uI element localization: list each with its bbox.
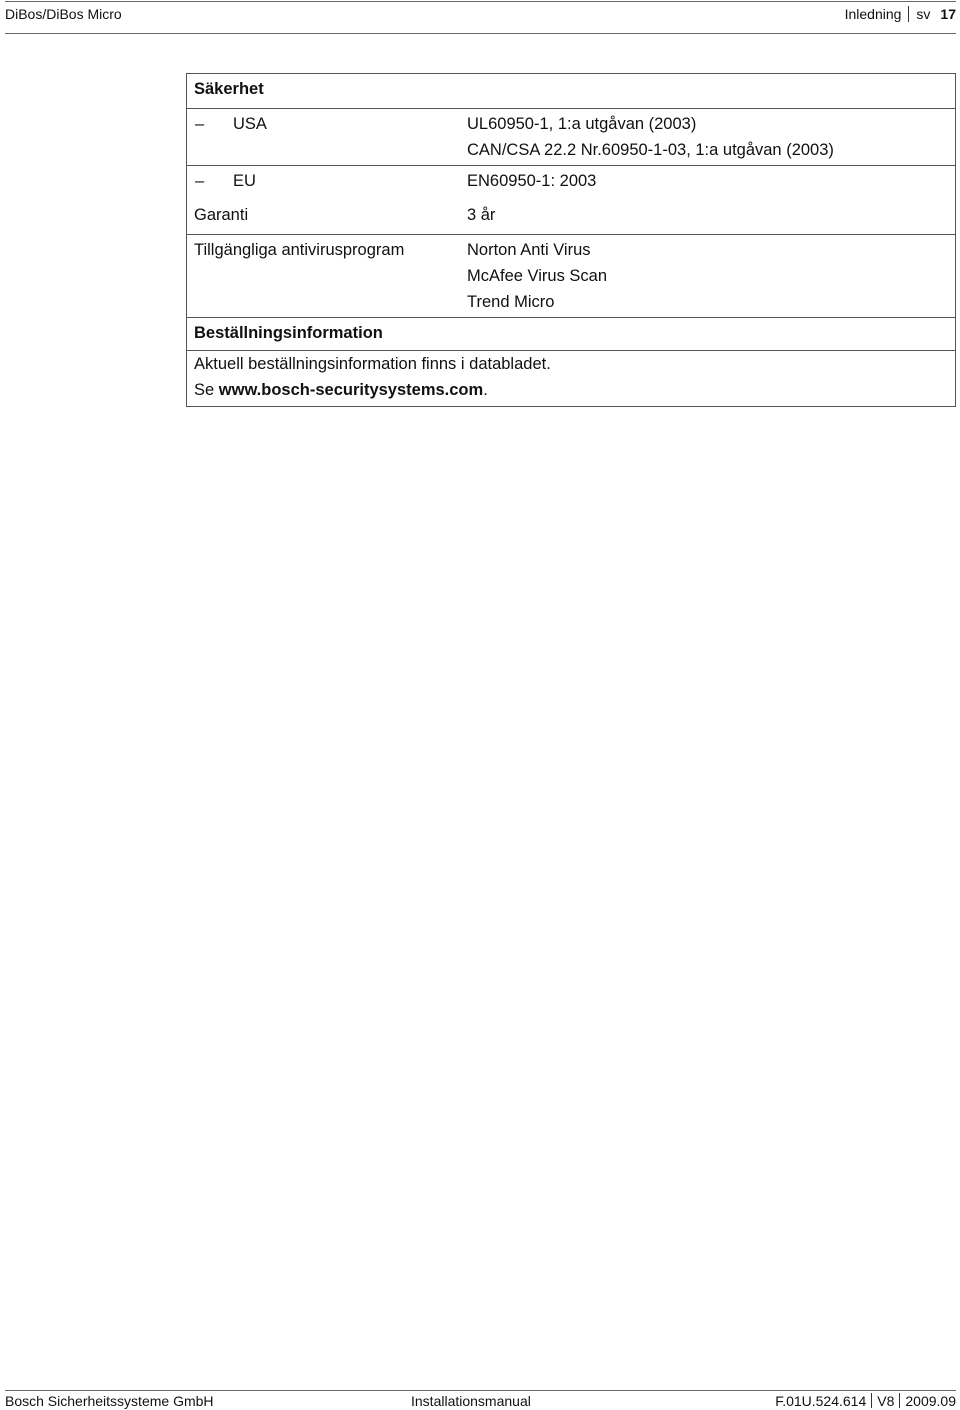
dash-bullet: – <box>195 115 205 133</box>
document-type: Installationsmanual <box>411 1393 531 1409</box>
link-prefix: Se <box>194 381 219 399</box>
page-footer <box>5 1390 956 1410</box>
divider <box>908 6 909 22</box>
table-row-warranty <box>187 200 955 234</box>
order-note-link-line <box>194 377 488 403</box>
antivirus-item: Trend Micro <box>467 293 555 311</box>
language-code: sv <box>916 6 931 22</box>
section-name: Inledning <box>844 6 902 22</box>
document-version: V8 <box>877 1393 895 1409</box>
document-id: F.01U.524.614 <box>775 1393 867 1409</box>
page-header <box>5 0 956 34</box>
antivirus-values <box>467 237 607 315</box>
warranty-value: 3 år <box>467 206 496 224</box>
safety-heading: Säkerhet <box>194 80 264 98</box>
table-row-order-title <box>187 317 955 350</box>
antivirus-label: Tillgängliga antivirusprogram <box>194 241 405 259</box>
eu-standard: EN60950-1: 2003 <box>467 172 597 190</box>
company-name: Bosch Sicherheitssysteme GmbH <box>5 1393 214 1409</box>
antivirus-item: Norton Anti Virus <box>467 241 591 259</box>
eu-label: EU <box>233 172 256 190</box>
table-row-safety-title <box>187 74 955 108</box>
divider <box>899 1393 900 1408</box>
link-suffix: . <box>483 381 488 399</box>
product-name: DiBos/DiBos Micro <box>5 6 122 22</box>
table-row-usa <box>187 108 955 165</box>
document-info <box>775 1393 956 1409</box>
order-info-heading: Beställningsinformation <box>194 324 383 342</box>
header-right <box>845 6 956 22</box>
order-note-text: Aktuell beställningsinformation finns i databladet. <box>194 355 551 373</box>
table-row-order-note <box>187 350 955 406</box>
usa-standard-1: UL60950-1, 1:a utgåvan (2003) <box>467 115 697 133</box>
warranty-label: Garanti <box>194 206 249 224</box>
document-date: 2009.09 <box>905 1393 956 1409</box>
divider <box>871 1393 872 1408</box>
usa-standard-2: CAN/CSA 22.2 Nr.60950-1-03, 1:a utgåvan (2003) <box>467 141 834 159</box>
table-row-eu <box>187 165 955 200</box>
website-link[interactable]: www.bosch-securitysystems.com <box>218 381 484 399</box>
antivirus-item: McAfee Virus Scan <box>467 267 608 285</box>
usa-values <box>467 111 834 163</box>
usa-label: USA <box>233 115 267 133</box>
specifications-table <box>186 73 956 407</box>
page-number: 17 <box>940 6 956 22</box>
table-row-antivirus <box>187 234 955 317</box>
dash-bullet: – <box>195 172 205 190</box>
